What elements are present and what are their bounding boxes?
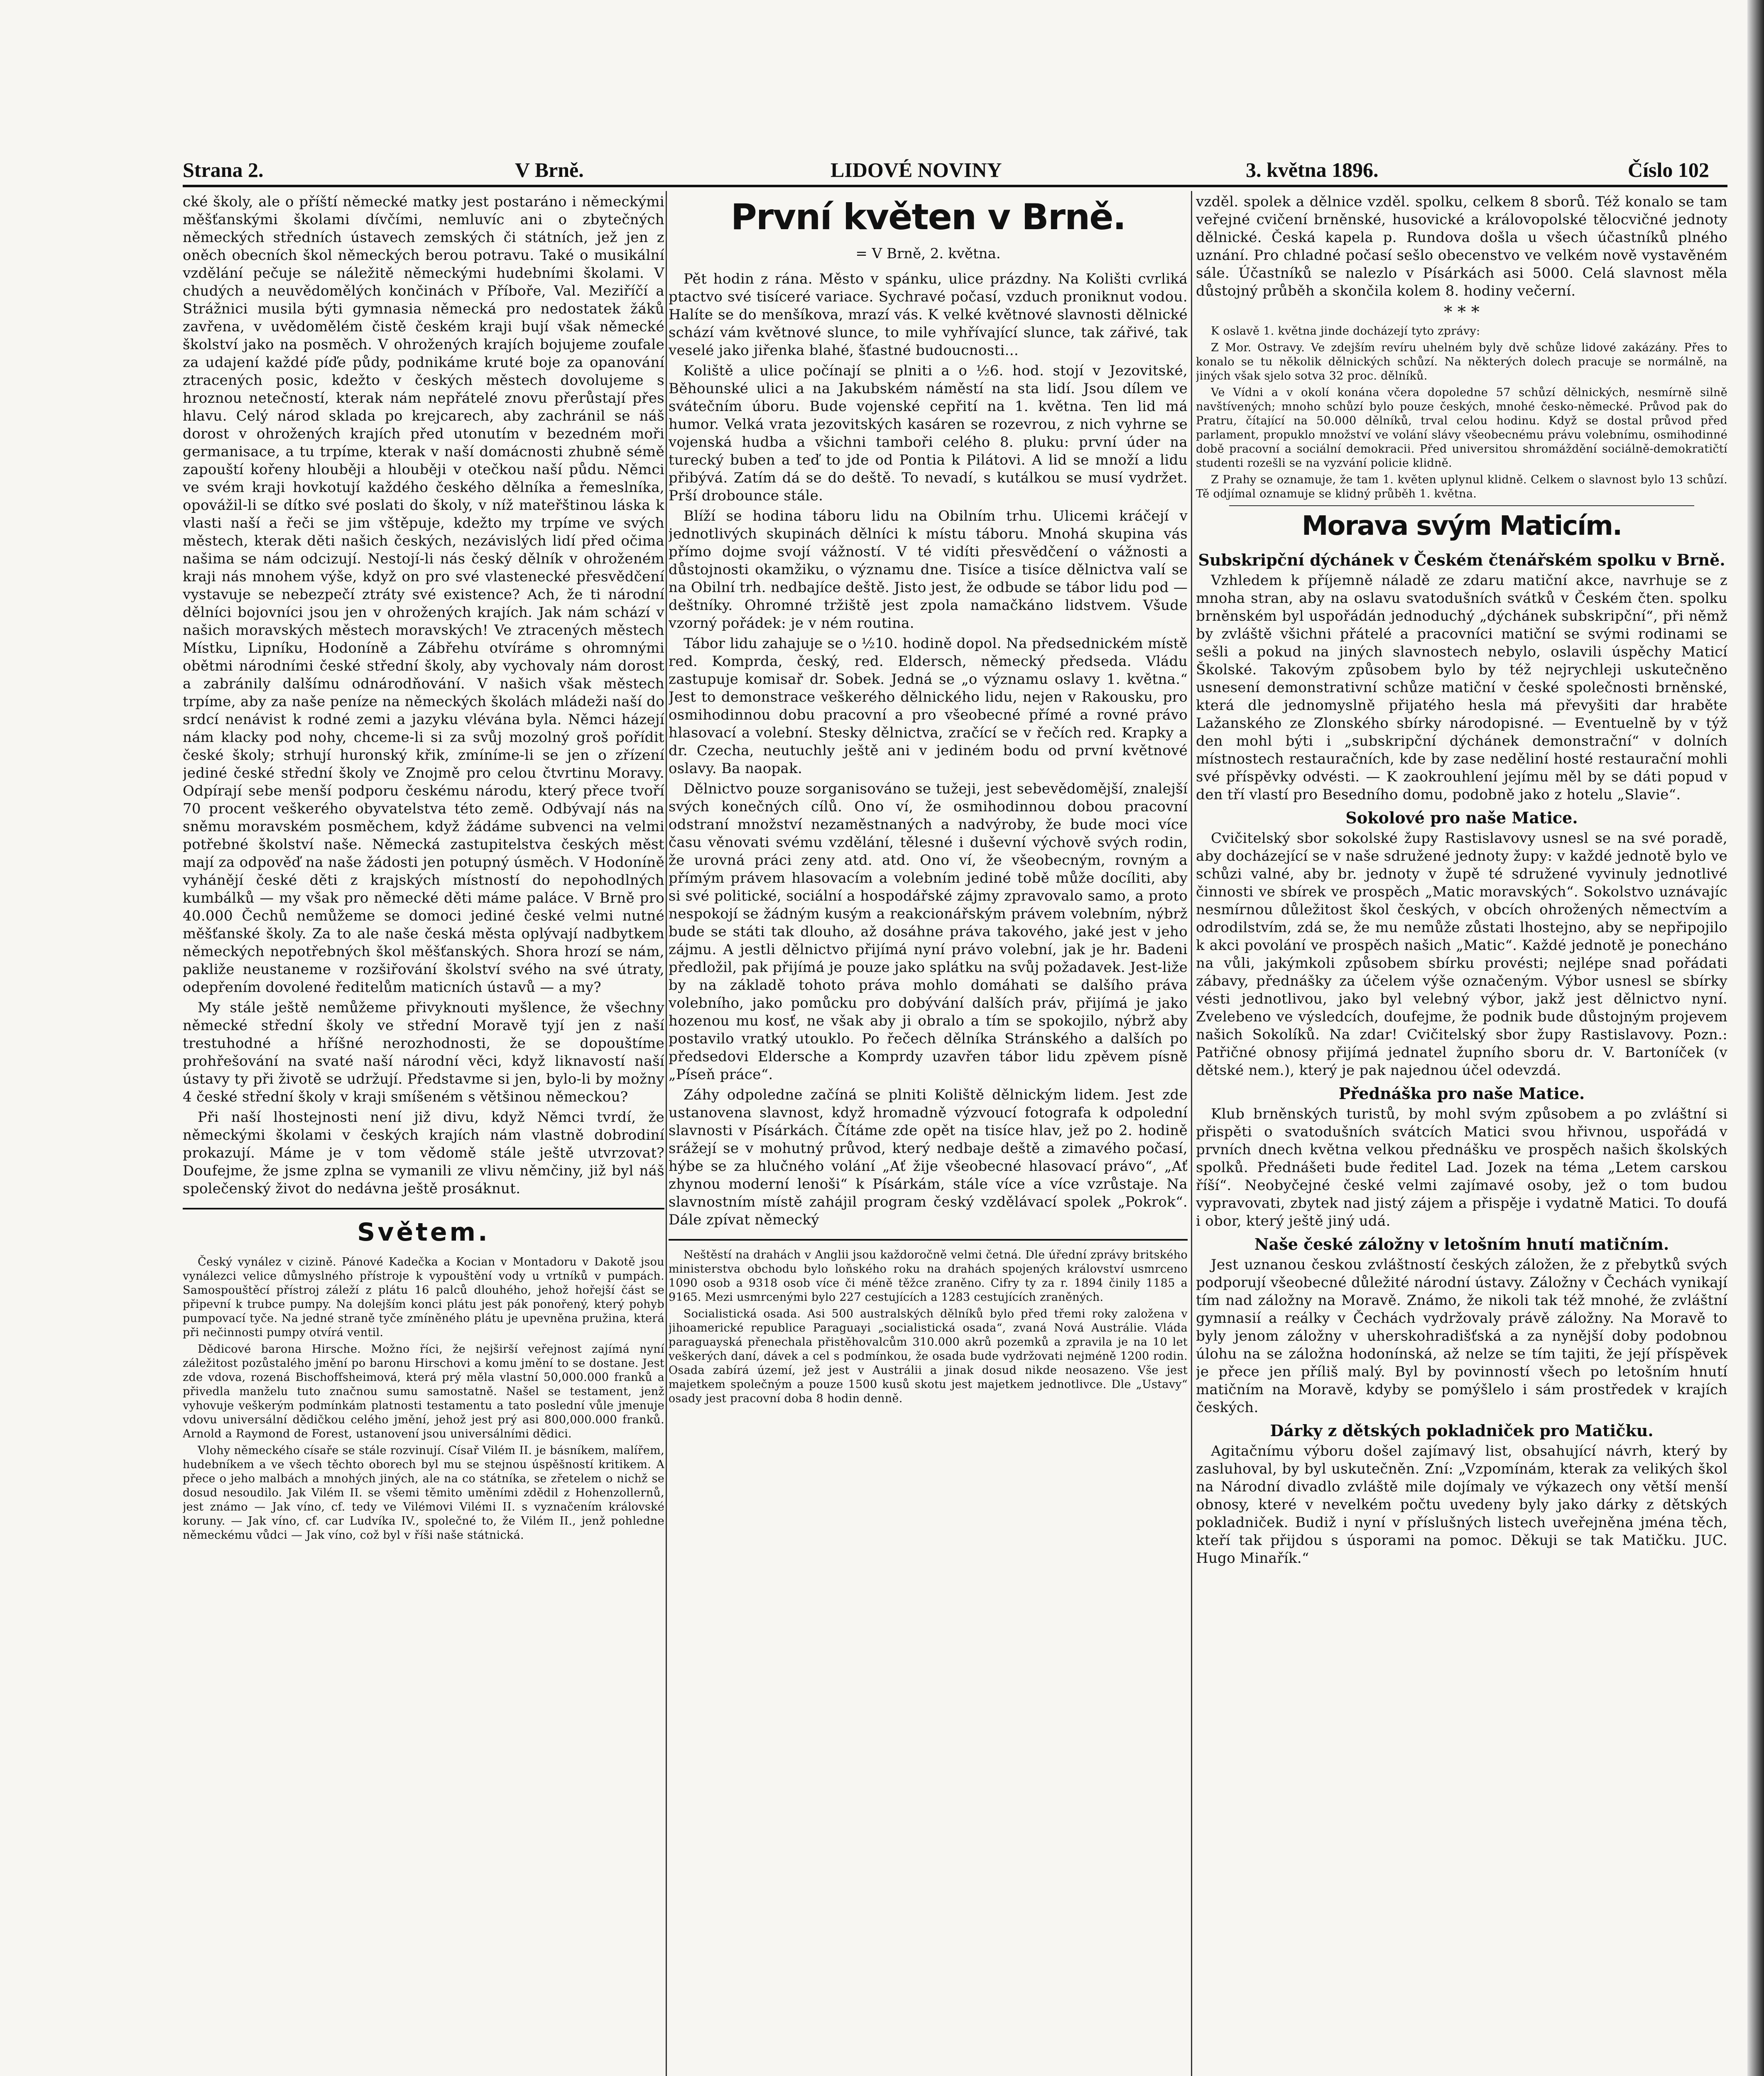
subheading: Přednáška pro naše Matice. bbox=[1338, 1084, 1585, 1103]
article-paragraph: Vzhledem k příjemně náladě ze zdaru matiční akce, navrhuje se z mnoha stran, aby na oslavu svatodušních svátků v Českém čten. spolku brněnském byl uspořádán jednoduchý „dýchánek subskripční“, při němž by zvláště všichni přátelé a pracovníci matiční se svými rodinami se sešli a pokud na jiných slavnostech nebylo, oslavili úspěchy Maticí Školské. Takovým způsobem bylo by též nejrychleji uskutečněno usnesení demonstrativní schůze matiční v české společnosti brněnské, která dle jednomyslně přijatého hesla má převyšiti dar hraběte Lažanského ze Zlonského sbírky národopisné. — Eventuelně by v týž den mohl býti i „subskripční dýchánek demonstrační“ v dolních místnostech restauračních, kde by zase neděliní hosté restaurační mohli své příspěvky odvésti. — K zaokrouhlení jejímu měl by se dáti popud v den tří vlastí pro Besedního domu, podobně jako z hotelu „Slavie“. bbox=[1196, 572, 1727, 803]
article-continued: cké školy, ale o příští německé matky jest postaráno i německými měšťanskými školami dívčími, nemluvíc ani o zbytečných německých středních ústavech zemských či státních, jež jen z oněch obecních škol německých berou potravu. Také o musikální vzdělání pečuje se náležitě německými hudebními školami. V chudých a neuvědomělých končinách v Příboře, Val. Meziříčí a Strážnici musila býti gymnasia německá pro nedostatek žáků zavřena, v uvědomělém čistě českém kraji bují však německé školství jako na posměch. V ohrožených krajích bojujeme zoufale za udajení každé píďe půdy, podnikáme kruté boje za opanování ztracených posic, kdežto v českých městech dovolujeme s hroznou netečností, kterak nám nepřátelé znovu přerůstají přes hlavu. Celý národ sklada po krejcarech, aby zachránil se náš dorost v ohrožených krajích před utonutím v bezedném moři germanisace, a tu trpíme, kterak v naší domácnosti zhubně sémě zapouští kořeny hlouběji a hlouběji v otečkou naší půdu. Němci ve svém kraji hovkotují každého českého dělníka a řemeslníka, opovážil-li se dítko své poslati do školy, v níž mateřštinou láska k vlasti naší a řeči se jim vštěpuje, kdežto my trpíme ve svých městech, kterak děti našich českých, nezávislých lidí před očima našima se nám odcizují. Nestojí-li nás český dělník v ohroženém kraji nás mnohem výše, když on pro své vlastenecké přesvědčení vystavuje se nebezpečí ztráty své existence? Ach, že ti národní dělníci bojovníci jsou jen v ohrožených krajích. Jak nám schází v našich moravských městech moravských! Ve ztracených městech Místku, Lipníku, Hodoníně a Zábřehu otvíráme s ohromnými obětmi národními české střední školy, aby vychovaly nám dorost a zabránily dalšímu odnárodňování. V našich však městech trpíme, aby za naše peníze na německých školách mládeži naší do srdcí nenávist k rodné zemi a jazyku vlévána byla. Němci házejí nám klacky pod nohy, chceme-li si za svůj mozolný groš pořídit české školy; strhují huronský křik, zmíníme-li se jen o zřízení jediné české střední školy ve Znojmě pro celou čtvrtinu Moravy. Odpírají sebe menší podporu českému národu, který přece tvoří 70 procent veškerého obyvatelstva této země. Odbývají nás na sněmu moravském posměchem, když žádáme subvenci na velmi potřebné školství naše. Německá zastupitelstva českých měst mají za odpověď na naše žádosti jen potupný úsměch. V Hodoníně vyhánějí české děti z krajských místností do nepohodlných kumbálků — my však pro německé děti máme paláce. V Brně pro 40.000 Čechů nemůžeme se domoci jediné české velmi nutné měšťanské školy. Za to ale naše česká města oplývají nadbytkem německých nepotřebných škol měšťanských. Shora hrozí se nám, pakliže neustaneme v rozšiřování školství svého na své útraty, odepřením dovolené ředitelům maticních ústavů — a my? bbox=[183, 193, 664, 996]
article-paragraph: Blíží se hodina táboru lidu na Obilním trhu. Ulicemi kráčejí v jednotlivých skupinách dělníci k místu táboru. Mnohá skupina vás přímo dojme svojí vážností. V té vidíti přesvědčení o vážnosti a důstojnosti okamžiku, o významu dne. Tisíce a tisíce dělnictva valí se na Obilní trh. nedbajíce deště. Jisto jest, že odbude se tábor lidu pod — deštníky. Ohromné tržiště jest zpola namačkáno lidstvem. Všude vzorný pořádek: je v ném routina. bbox=[669, 508, 1188, 632]
subheading: Sokolové pro naše Matice. bbox=[1345, 808, 1578, 827]
article-paragraph: My stále ještě nemůžeme přivyknouti myšlence, že všechny německé střední školy ve střední Moravě tyjí jen z naší trestuhodné a hříšné nerozhodnosti, že se dopouštíme prohřešování na svaté naší národní věci, když liknavostí naší ústavy ty při životě se udržují. Představme si jen, bylo-li by možny 4 české střední školy v kraji smíšeném s většinou německou? bbox=[183, 999, 664, 1105]
report-item: Z Mor. Ostravy. Ve zdejším revíru uhelném byly dvě schůze lidové zakázány. Přes to konalo se tu několik dělnických schůzí. Na některých dolech pracuje se normálně, na jiných však sjelo sotva 32 proc. dělníků. bbox=[1196, 341, 1727, 382]
section-rule bbox=[669, 1239, 1188, 1241]
section-title-svetem: Světem. bbox=[357, 1218, 490, 1247]
column-2 bbox=[669, 193, 1188, 2076]
headline-prvni-kveten: První květen v Brně. bbox=[730, 196, 1126, 238]
article-paragraph: Dělnictvo pouze sorganisováno se tužeji, jest sebevědomější, znalejší svých konečných cílů. Ono ví, že osmihodinnou dobou pracovní odstraní množství nezaměstnaných a nadvýroby, že bude moci více času věnovati svému vzdělání, tělesné i duševní výchově svých rodin, že urovná práci zeny atd. atd. Ono ví, že všeobecným, rovným a přímým právem hlasovacím a volebním jediné tobě může docíliti, aby si své politické, sociální a hospodářské zájmy zpravovalo samo, a proto nespokojí se žádným kusým a reakcionářským právem volebním, nýbrž bude se státi tak dlouho, až dosáhne práva takového, jaké jest v jeho zájmu. A jestli dělnictvo přijímá nyní právo volební, jak je hr. Badeni předložil, pak přijímá je pouze jako splátku na svůj požadavek. Jest-liže by na základě tohoto práva mohlo domáhati se dalšího práva volebního, jako pomůcku pro dobývání dalších práv, přijímá je jako hozenou mu kosť, ne však aby ji obralo a tím se spokojilo, nýbrž aby postavilo vratký utouklo. Po řečech dělníka Stránského a dalších po předsedovi Eldersche a Komprdy uzavřen tábor lidu zpěvem písně „Píseň práce“. bbox=[669, 781, 1188, 1083]
article-paragraph: Agitačnímu výboru došel zajímavý list, obsahující návrh, který by zasluhoval, by byl uskutečněn. Zní: „Vzpomínám, kterak za velikých škol na Národní divadlo zvláště mile dojímaly ve výkazech ony větší menší obnosy, které v nevelkém počtu uvedeny byly jako dárky z dětských pokladniček. Budiž i nyní v příslušných listech uveřejněna jména těch, kteří tak přijdou s úsporami na pomoc. Děkuji se tak Matičku. JUC. Hugo Minařík.“ bbox=[1196, 1443, 1727, 1567]
article-paragraph: Při naší lhostejnosti není již divu, když Němci tvrdí, že německými školami v českých krajích nám vlastně dobrodiní prokazují. Máme je v tom vědomě stále ještě utvrzovat? Doufejme, že jsme zplna se vymanili ze vlivu němčiny, již byl náš společenský život do nedávna ještě prosáknut. bbox=[183, 1109, 664, 1197]
article-paragraph: Klub brněnských turistů, by mohl svým způsobem a po zvláštní si přispěti o svatodušních svátcích Matici svou hřivnou, uspořádá v prvních dnech května velkou přednášku ve prospěch našich školských spolků. Přednášeti bude ředitel Lad. Jozek na téma „Letem carskou říší“. Neobyčejné české velmi zajímavé osoby, jež o tom budou vypravovati, zbytek nad jistý zájem a přispěje i vydatně Matici. To doufá i obor, který ještě jiný udá. bbox=[1196, 1106, 1727, 1229]
column-1 bbox=[183, 193, 664, 2076]
section-rule bbox=[183, 1208, 664, 1209]
news-item: Neštěstí na drahách v Anglii jsou každoročně velmi četná. Dle úřední zprávy britského ministerstva obchodu bylo loňského roku na drahách spojených království usmrceno 1090 osob a 9318 osob více či méně těžce zraněno. Cifry ty za r. 1894 činily 1185 a 9165. Mezi usmrcenými bylo 227 cestujících a 1283 cestujících zraněných. bbox=[669, 1249, 1188, 1304]
dateline: = V Brně, 2. května. bbox=[855, 245, 1001, 262]
masthead: LIDOVÉ NOVINY bbox=[831, 158, 1002, 181]
date: 3. května 1896. bbox=[1246, 158, 1379, 181]
news-item: Dědicové barona Hirsche. Možno říci, že nejširší veřejnost zajímá nyní záležitost pozůstalého jmění po baronu Hirschovi a komu jmění to se dostane. Jest zde vdova, rozená Bischoffsheimová, která prý měla vlastní 50,000.000 franků a přivedla manželu tuto značnou sumu samostatně. Našel se testament, jenž vyhovuje veškerým podmínkám platnosti testamentu a tato poslední vůle jmenuje vdovu universální dědičkou celého jmění, jehož jest prý asi 800,000.000 franků. Arnold a Raymond de Forest, ustanovení jsou universálními dědici. bbox=[183, 1343, 664, 1440]
article-paragraph: Cvičitelský sbor sokolské župy Rastislavovy usnesl se na své poradě, aby docházející se v naše sdružené jednoty župy: v každé jednotě bylo ve schůzi valné, aby br. jednoty v župě té sdružené vyvinuly jednotlivé činnosti ve sbírek ve prospěch „Matic moravských“. Sokolstvo uznávajíc nesmírnou důležitost škol českých, v obcích ohrožených němectvím a odrodilstvím, zdá se, že mu nemůže zůstati lhostejno, aby se nepřipojilo k akci povolání ve prospěch našich „Matic“. Každé jednotě je ponecháno na vůli, jakýmkoli způsobem sbírku provésti; nejlépe snad pořádati zábavy, přednášky za účelem výše označeným. Výbor usnesl se sbírky vésti jednotlivou, jako byl velebný výbor, jakž jest dělnictvo nyní. Zvelebeno ve výsledcích, doufejme, že podnik bude důstojným projevem našich Sokolíků. Na zdar! Cvičitelský sbor župy Rastislavovy. Pozn.: Patřičné obnosy přijímá jednatel župního sboru dr. V. Bartoníček (v dětské nem.), který je pak najednou účel odevzdá. bbox=[1196, 830, 1727, 1079]
article-continued: vzděl. spolek a dělnice vzděl. spolku, celkem 8 sborů. Též konalo se tam veřejné cvičení brněnské, husovické a královopolské tělocvičné jednoty dělnické. Česká kapela p. Rundova došla u všech účastníků plného uznání. Pro chladné počasí sešlo obecenstvo ve velkém nově vystavěném sále. Účastníků se nalezlo v Písárkách asi 5000. Celá slavnost měla důstojný průběh a skončila kolem 8. hodiny večerní. bbox=[1196, 193, 1727, 299]
page-number: Strana 2. bbox=[183, 158, 264, 181]
report-item: Z Prahy se oznamuje, že tam 1. květen uplynul klidně. Celkem o slavnost bylo 13 schůzí. Tě odjímal oznamuje se klidný průběh 1. května. bbox=[1196, 473, 1727, 500]
column-divider bbox=[666, 191, 667, 2076]
article-paragraph: Jest uznanou českou zvláštností českých záložen, že z přebytků svých podporují všeobecné důležité národní ústavy. Záložny v Čechách vynikají tím nad záložny na Moravě. Známo, že nikoli tak též mnohé, že zvláštní gymnasií a reálky v Čechách vydržovaly právě záložny. Na Moravě to byly jenom záložny v uherskohradišťská a za nynější doby podobnou úlohu na se záložna hodonínská, až nelze se tím tajiti, že její příspěvek je přece jen příliš malý. Byl by povinností všech po letošním hnutí matičním na Moravě, kdyby se pomýšlelo i sám prostředek v krajích českých. bbox=[1196, 1256, 1727, 1416]
subheading: Dárky z dětských pokladniček pro Matičku. bbox=[1270, 1421, 1654, 1440]
news-item: Český vynález v cizině. Pánové Kadečka a Kocian v Montadoru v Dakotě jsou vynálezci velice důmyslného přístroje k vypouštění vody u vrtníků v pumpách. Samospouštěcí přístroj záleží z plátu 16 palců dlouhého, jehož hořejší část se připevní k trubce pumpy. Na dolejším konci plátu jest pák ponořený, který pohyb pumpovací tyče. Na jedné straně tyče zmíněného plátu je upevněna pružina, která při nečinnosti pumpy otvírá ventil. bbox=[183, 1256, 664, 1339]
column-divider bbox=[1191, 191, 1192, 2076]
news-item: Vlohy německého císaře se stále rozvinují. Císař Vilém II. je básníkem, malířem, hudebníkem a ve všech těchto oborech byl mu se stejnou úspěšností kritikem. A přece o jeho malbách a mnohých jiných, ale na co státníka, se zřetelem o nichž se dosud nesoudilo. Jak Vilém II. se všemi těmito uměními zdědil z Hohenzollernů, jest známo — Jak víno, cf. tedy ve Vilémovi Vilémi II. s vyznačením královské koruny. — Jak víno, cf. car Ludvíka IV., společné to, že Vilém II., jenž pohledne německému vůdci — Jak víno, což byl v říši naše státnická. bbox=[183, 1444, 664, 1542]
scan-edge bbox=[1747, 0, 1764, 2076]
report-item: Ve Vídni a v okolí konána včera dopoledne 57 schůzí dělnických, nesmírně silně navštívených; mnoho schůzí bylo pouze českých, mnohé česko-německé. Průvod pak do Pratru, čítající na 50.000 dělníků, trval celou hodinu. Když se dostal průvod před parlament, propuklo množství ve volání slávy všeobecnému právu volebnímu, osmihodinné době pracovní a sociální demokracii. Před universitou shromáždění sociálně-demokratičtí studenti rozešli se na vyzvání policie klidně. bbox=[1196, 386, 1727, 470]
city: V Brně. bbox=[515, 158, 584, 181]
subheading: Subskripční dýchánek v Českém čtenářském spolku v Brně. bbox=[1198, 551, 1725, 569]
section-rule bbox=[1229, 505, 1694, 506]
subheading: Naše české záložny v letošním hnutí matičním. bbox=[1254, 1235, 1669, 1253]
separator-stars: * * * bbox=[1444, 303, 1480, 322]
issue-number: Číslo 102 bbox=[1628, 158, 1709, 181]
article-paragraph: Koliště a ulice počínají se plniti a o ½6. hod. stojí v Jezovitské, Běhounské ulici a na Jakubském náměstí na sta lidí. Jsou dílem ve svátečním úboru. Bude vojenské cepřití na 1. května. Ten lid má humor. Velká vrata jezovitských kasáren se rozevrou, z nich vyhrne se vojenská hudba a všichni tamboři celého 8. pluku: první úder na turecký buben a teď to jde od Pontia k Pilátovi. A lid se množí a lidu přibývá. Zatím dá se do deště. To nevadí, s kutálkou se musí vydržet. Prší drobounce stále. bbox=[669, 362, 1188, 504]
header-rule bbox=[183, 185, 1727, 187]
article-paragraph: Pět hodin z rána. Město v spánku, ulice prázdny. Na Kolišti cvrliká ptactvo své tisíceré variace. Sychravé počasí, vzduch proniknut vodou. Halíte se do menšíkova, mrazí vás. K velké květnové slavnosti dělnické schází vám květnové slunce, to mile vyhřívající slunce, tak zářivé, tak veselé jako jiřenka blahé, šťastné budoucnosti... bbox=[669, 271, 1188, 359]
column-3 bbox=[1196, 193, 1727, 2076]
article-paragraph: Tábor lidu zahajuje se o ½10. hodině dopol. Na předsednickém místě red. Komprda, český, red. Eldersch, německý předseda. Vládu zastupuje komisař dr. Sobek. Jedná se „o významu oslavy 1. května.“ Jest to demonstrace veškerého dělnického lidu, nejen v Rakousku, pro osmihodinnou dobu pracovní a pro všeobecné přímé a rovné právo hlasovací a volební. Stesky dělnictva, zračící se v řečích red. Krapky a dr. Czecha, neutuchly ještě ani v jediném bodu od první květnové oslavy. Ba naopak. bbox=[669, 635, 1188, 777]
page-header bbox=[183, 158, 1727, 183]
report-intro: K oslavě 1. května jinde docházejí tyto zprávy: bbox=[1211, 325, 1480, 338]
headline-morava-maticim: Morava svým Maticím. bbox=[1301, 511, 1622, 541]
news-item: Socialistická osada. Asi 500 australských dělníků bylo před třemi roky založena v jihoamerické republice Paraguayi „socialistická osada“, zvaná Nová Austrálie. Vláda paraguayská přenechala přistěhovalcům 310.000 akrů pozemků a zpravila je na 10 let veškerých daní, dávek a cel s podmínkou, že osada bude vydržovati nejméně 1200 rodin. Osada zabírá území, jež jest v Austrálii a jinak dosud nikde neosazeno. Vše jest majetkem společným a pouze 1500 kusů skotu jest majetkem jednotlivce. Dle „Ustavy“ osady jest pracovní doba 8 hodin denně. bbox=[669, 1307, 1188, 1405]
article-paragraph: Záhy odpoledne začíná se plniti Koliště dělnickým lidem. Jest zde ustanovena slavnost, když hromadně výzvoucí fotografa k odpolední slavnosti v Písárkách. Čítáme zde opět na tisíce hlav, jež po 2. hodině srážejí se v mohutný průvod, který nedbaje deště a zimavého počasí, hýbe se za hlučného volání „Ať žije všeobecné hlasovací právo“, „Ať zhynou moderní lenoši“ k Písárkám, stále více a více vzrůstaje. Na slavnostním místě zahájil program český vzdělávací spolek „Pokrok“. Dále zpívat německý bbox=[669, 1087, 1188, 1228]
